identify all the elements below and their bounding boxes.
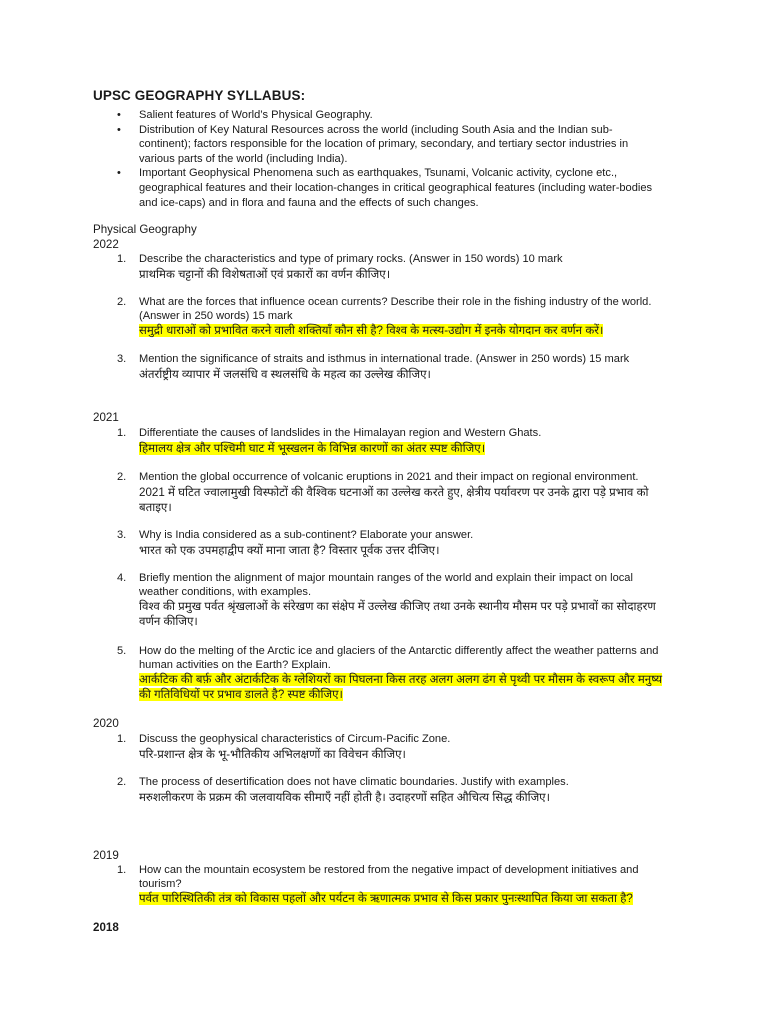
question-hindi: परि-प्रशान्त क्षेत्र के भू-भौतिकीय अभिलक्षणों का विवेचन कीजिए। bbox=[139, 747, 406, 761]
question-number: 2. bbox=[117, 296, 127, 308]
year-heading-2021: 2021 bbox=[93, 411, 119, 424]
syllabus-item: • Distribution of Key Natural Resources across the world (including South Asia and the Indian sub-continent); factors responsible for the location of primary, secondary, and tertiary sector industries in various parts of the world (including India). bbox=[117, 123, 629, 165]
question-item bbox=[117, 353, 667, 382]
question-hindi: प्राथमिक चट्टानों की विशेषताओं एवं प्रकारों का वर्णन कीजिए। bbox=[139, 267, 391, 281]
question-number: 1. bbox=[117, 427, 127, 439]
bullet-icon: • bbox=[117, 123, 121, 136]
question-item bbox=[117, 733, 667, 762]
question-hindi: 2021 में घटित ज्वालामुखी विस्फोटों की वैश्विक घटनाओं का उल्लेख करते हुए, क्षेत्रीय पर्यावरण पर उनके द्वारा पड़े प्रभाव को बताइए। bbox=[139, 485, 649, 514]
question-hindi: भारत को एक उपमहाद्वीप क्यों माना जाता है? विस्तार पूर्वक उत्तर दीजिए। bbox=[139, 543, 440, 557]
question-english: Discuss the geophysical characteristics of Circum-Pacific Zone. bbox=[139, 733, 451, 745]
question-item bbox=[117, 864, 667, 906]
year-heading-2018: 2018 bbox=[93, 921, 119, 934]
bullet-icon: • bbox=[117, 109, 121, 121]
question-number: 3. bbox=[117, 529, 127, 541]
question-number: 1. bbox=[117, 864, 127, 876]
question-hindi: विश्व की प्रमुख पर्वत श्रृंखलाओं के संरेखण का संक्षेप में उल्लेख कीजिए तथा उनके स्थानीय मौसम पर पड़े प्रभावों का सोदाहरण वर्णन कीजिए। bbox=[139, 600, 656, 629]
year-heading-2019: 2019 bbox=[93, 849, 119, 862]
question-english: Describe the characteristics and type of primary rocks. (Answer in 150 words) 10 mark bbox=[139, 253, 563, 265]
question-item bbox=[117, 253, 667, 282]
question-item bbox=[117, 529, 667, 558]
question-english: What are the forces that influence ocean currents? Describe their role in the fishing industry of the world. (Answer in 250 words) 15 mark bbox=[139, 296, 652, 322]
section-title: Physical Geography bbox=[93, 223, 197, 236]
question-hindi: मरुशलीकरण के प्रक्रम की जलवायविक सीमाएँ नहीं होती है। उदाहरणों सहित औचित्य सिद्ध कीजिए। bbox=[139, 790, 550, 804]
question-number: 4. bbox=[117, 572, 127, 584]
question-english: Mention the global occurrence of volcanic eruptions in 2021 and their impact on regional environment. bbox=[139, 471, 639, 483]
question-number: 2. bbox=[117, 776, 127, 788]
question-number: 2. bbox=[117, 471, 127, 483]
question-number: 3. bbox=[117, 353, 127, 365]
question-english: How can the mountain ecosystem be restored from the negative impact of development initiatives and tourism? bbox=[139, 864, 639, 890]
question-number: 1. bbox=[117, 253, 127, 265]
question-english: How do the melting of the Arctic ice and glaciers of the Antarctic differently affect the weather patterns and human activities on the Earth? Explain. bbox=[139, 645, 659, 671]
question-english: Differentiate the causes of landslides in the Himalayan region and Western Ghats. bbox=[139, 427, 542, 439]
question-english: Why is India considered as a sub-continent? Elaborate your answer. bbox=[139, 529, 474, 541]
question-item bbox=[117, 471, 667, 515]
question-item bbox=[117, 645, 667, 703]
page-title: UPSC GEOGRAPHY SYLLABUS: bbox=[93, 88, 306, 103]
question-hindi-highlighted: आर्कटिक की बर्फ़ और अंटार्कटिक के ग्लेशियरों का पिघलना किस तरह अलग अलग ढंग से पृथ्वी पर मौसम के स्वरूप और मनुष्य की गतिविधियों पर प्रभाव डालते है? स्पष्ट कीजिए। bbox=[139, 673, 663, 702]
question-hindi: अंतर्राष्ट्रीय व्यापार में जलसंधि व स्थलसंधि के महत्व का उल्लेख कीजिए। bbox=[139, 367, 431, 381]
syllabus-item: • Important Geophysical Phenomena such as earthquakes, Tsunami, Volcanic activity, cyclone etc., geographical features and their location-changes in critical geographical features (including water-bodies and ice-caps) and in flora and fauna and the effects of such changes. bbox=[117, 167, 653, 209]
syllabus-item: • Salient features of World’s Physical Geography. bbox=[117, 109, 373, 121]
question-english: Mention the significance of straits and isthmus in international trade. (Answer in 250 words) 15 mark bbox=[139, 353, 630, 365]
question-number: 1. bbox=[117, 733, 127, 745]
question-hindi-highlighted: समुद्री धाराओं को प्रभावित करने वाली शक्तियाँ कौन सी है? विश्व के मत्स्य-उद्योग में इनके योगदान कर वर्णन करें। bbox=[139, 324, 604, 338]
question-item bbox=[117, 776, 667, 805]
question-hindi-highlighted: हिमालय क्षेत्र और पश्चिमी घाट में भूस्खलन के विभिन्न कारणों का अंतर स्पष्ट कीजिए। bbox=[139, 441, 486, 455]
question-english: Briefly mention the alignment of major mountain ranges of the world and explain their impact on local weather conditions, with examples. bbox=[139, 572, 633, 598]
year-heading-2022: 2022 bbox=[93, 238, 119, 251]
question-english: The process of desertification does not have climatic boundaries. Justify with examples. bbox=[139, 776, 569, 788]
year-heading-2020: 2020 bbox=[93, 717, 119, 730]
bullet-icon: • bbox=[117, 167, 121, 180]
question-item bbox=[117, 572, 667, 630]
question-item bbox=[117, 296, 667, 338]
question-item bbox=[117, 427, 667, 456]
question-number: 5. bbox=[117, 645, 127, 657]
question-hindi-highlighted: पर्वत पारिस्थितिकी तंत्र को विकास पहलों और पर्यटन के ऋणात्मक प्रभाव से किस प्रकार पुनःस्थापित किया जा सकता है? bbox=[139, 892, 633, 906]
syllabus-list bbox=[117, 108, 662, 210]
